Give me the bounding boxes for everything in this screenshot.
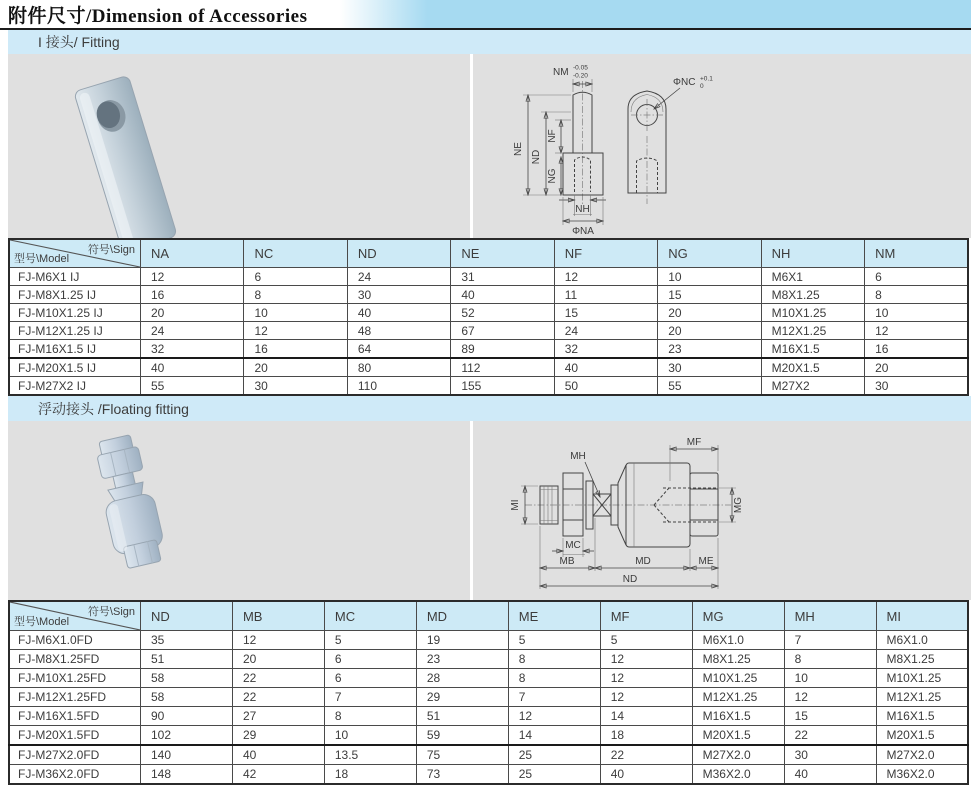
value-cell: 12 xyxy=(784,688,876,707)
dim-label-ng: NG xyxy=(547,168,558,184)
value-cell: 10 xyxy=(244,304,347,322)
dim-label-mi: MI xyxy=(510,499,521,511)
dim-tol-nc-bottom: 0 xyxy=(700,83,704,90)
column-header-mc: MC xyxy=(324,601,416,631)
model-cell: FJ-M12X1.25FD xyxy=(9,688,141,707)
value-cell: 12 xyxy=(865,322,968,340)
value-cell: 40 xyxy=(554,358,657,377)
column-header-nf: NF xyxy=(554,239,657,268)
value-cell: 22 xyxy=(784,726,876,746)
floating-photo-area xyxy=(8,421,470,600)
value-cell: M27X2 xyxy=(761,377,864,396)
value-cell: 15 xyxy=(658,286,761,304)
model-cell: FJ-M27X2.0FD xyxy=(9,745,141,765)
table-row xyxy=(9,726,968,746)
column-header-mh: MH xyxy=(784,601,876,631)
table-row xyxy=(9,377,968,396)
dim-label-mc: MC xyxy=(565,540,581,551)
value-cell: 30 xyxy=(347,286,450,304)
value-cell: 110 xyxy=(347,377,450,396)
value-cell: 73 xyxy=(416,765,508,785)
value-cell: 55 xyxy=(658,377,761,396)
value-cell: 51 xyxy=(141,650,233,669)
value-cell: 30 xyxy=(865,377,968,396)
section-heading-label: I 接头/ Fitting xyxy=(38,34,120,50)
value-cell: 32 xyxy=(141,340,244,359)
section-heading-floating xyxy=(8,396,971,421)
dim-label-nf: NF xyxy=(547,129,558,143)
value-cell: 12 xyxy=(600,669,692,688)
dim-label-na: ΦNA xyxy=(572,226,594,237)
model-cell: FJ-M20X1.5 IJ xyxy=(9,358,141,377)
value-cell: 40 xyxy=(141,358,244,377)
model-cell: FJ-M12X1.25 IJ xyxy=(9,322,141,340)
value-cell: M10X1.25 xyxy=(876,669,968,688)
value-cell: 14 xyxy=(508,726,600,746)
dim-label-nd: ND xyxy=(622,574,638,585)
column-header-na: NA xyxy=(141,239,244,268)
floating-dimension-table xyxy=(8,600,969,785)
value-cell: 112 xyxy=(451,358,554,377)
value-cell: 20 xyxy=(865,358,968,377)
column-header-ne: NE xyxy=(451,239,554,268)
value-cell: 22 xyxy=(232,688,324,707)
table-row xyxy=(9,765,968,785)
model-cell: FJ-M36X2.0FD xyxy=(9,765,141,785)
value-cell: 10 xyxy=(658,268,761,286)
value-cell: 20 xyxy=(658,322,761,340)
table-row xyxy=(9,688,968,707)
dim-label-me: ME xyxy=(698,556,714,567)
table-row xyxy=(9,358,968,377)
value-cell: 8 xyxy=(508,650,600,669)
model-cell: FJ-M8X1.25 IJ xyxy=(9,286,141,304)
model-cell: FJ-M6X1 IJ xyxy=(9,268,141,286)
value-cell: 50 xyxy=(554,377,657,396)
value-cell: 5 xyxy=(508,631,600,650)
corner-sign-label: 符号\Sign xyxy=(87,606,135,618)
table-row xyxy=(9,650,968,669)
value-cell: 23 xyxy=(416,650,508,669)
corner-model-label: 型号\Model xyxy=(14,616,70,628)
section-heading-fitting xyxy=(8,30,971,54)
value-cell: 6 xyxy=(324,669,416,688)
value-cell: 14 xyxy=(600,707,692,726)
value-cell: 20 xyxy=(658,304,761,322)
value-cell: M16X1.5 xyxy=(692,707,784,726)
floating-illustration-panel xyxy=(8,421,971,600)
model-cell: FJ-M10X1.25 IJ xyxy=(9,304,141,322)
value-cell: 8 xyxy=(508,669,600,688)
value-cell: 6 xyxy=(865,268,968,286)
value-cell: 8 xyxy=(865,286,968,304)
value-cell: M12X1.25 xyxy=(876,688,968,707)
dim-tol-nm-top: -0.05 xyxy=(573,64,588,72)
value-cell: 42 xyxy=(232,765,324,785)
value-cell: 12 xyxy=(600,650,692,669)
value-cell: 16 xyxy=(865,340,968,359)
fitting-photo-area xyxy=(8,54,470,238)
value-cell: M6X1 xyxy=(761,268,864,286)
column-header-nm: NM xyxy=(865,239,968,268)
value-cell: 11 xyxy=(554,286,657,304)
dim-label-nc: ΦNC xyxy=(673,77,696,88)
value-cell: 16 xyxy=(244,340,347,359)
dim-label-nh: NH xyxy=(575,204,590,215)
value-cell: 75 xyxy=(416,745,508,765)
dim-label-nm: NM xyxy=(553,67,569,78)
column-header-nc: NC xyxy=(244,239,347,268)
dim-label-md: MD xyxy=(635,556,651,567)
table-row xyxy=(9,322,968,340)
value-cell: 10 xyxy=(865,304,968,322)
value-cell: M16X1.5 xyxy=(876,707,968,726)
value-cell: 23 xyxy=(658,340,761,359)
value-cell: 148 xyxy=(141,765,233,785)
value-cell: 18 xyxy=(324,765,416,785)
value-cell: 22 xyxy=(232,669,324,688)
value-cell: 12 xyxy=(141,268,244,286)
table-row xyxy=(9,745,968,765)
value-cell: 20 xyxy=(244,358,347,377)
model-cell: FJ-M20X1.5FD xyxy=(9,726,141,746)
value-cell: 155 xyxy=(451,377,554,396)
table-row xyxy=(9,304,968,322)
value-cell: 25 xyxy=(508,745,600,765)
fitting-part-photo xyxy=(8,54,470,238)
value-cell: 58 xyxy=(141,669,233,688)
page-title: 附件尺寸/Dimension of Accessories xyxy=(8,5,308,27)
value-cell: 40 xyxy=(600,765,692,785)
table-row xyxy=(9,631,968,650)
value-cell: M10X1.25 xyxy=(761,304,864,322)
model-cell: FJ-M16X1.5 IJ xyxy=(9,340,141,359)
table-corner-cell xyxy=(9,601,141,631)
value-cell: M10X1.25 xyxy=(692,669,784,688)
value-cell: 40 xyxy=(451,286,554,304)
value-cell: 48 xyxy=(347,322,450,340)
dim-label-mf: MF xyxy=(686,437,702,448)
value-cell: M8X1.25 xyxy=(876,650,968,669)
value-cell: 8 xyxy=(784,650,876,669)
title-bar xyxy=(0,0,971,30)
value-cell: 90 xyxy=(141,707,233,726)
value-cell: 64 xyxy=(347,340,450,359)
dim-label-mg: MG xyxy=(733,496,744,514)
value-cell: 80 xyxy=(347,358,450,377)
column-header-me: ME xyxy=(508,601,600,631)
value-cell: M36X2.0 xyxy=(692,765,784,785)
value-cell: 7 xyxy=(508,688,600,707)
value-cell: 30 xyxy=(658,358,761,377)
value-cell: 7 xyxy=(784,631,876,650)
value-cell: 7 xyxy=(324,688,416,707)
value-cell: 12 xyxy=(508,707,600,726)
table-corner-cell xyxy=(9,239,141,268)
value-cell: 19 xyxy=(416,631,508,650)
value-cell: 10 xyxy=(324,726,416,746)
value-cell: 16 xyxy=(141,286,244,304)
value-cell: 102 xyxy=(141,726,233,746)
fitting-dimension-table xyxy=(8,238,969,396)
value-cell: 13.5 xyxy=(324,745,416,765)
dim-label-mb: MB xyxy=(559,556,575,567)
value-cell: 28 xyxy=(416,669,508,688)
value-cell: M8X1.25 xyxy=(761,286,864,304)
value-cell: 58 xyxy=(141,688,233,707)
value-cell: 40 xyxy=(347,304,450,322)
value-cell: 30 xyxy=(784,745,876,765)
header-row xyxy=(9,239,968,268)
table-row xyxy=(9,268,968,286)
value-cell: 51 xyxy=(416,707,508,726)
value-cell: 140 xyxy=(141,745,233,765)
value-cell: M6X1.0 xyxy=(876,631,968,650)
floating-drawing-area xyxy=(473,421,971,600)
value-cell: 35 xyxy=(141,631,233,650)
table-row xyxy=(9,707,968,726)
dim-label-mh: MH xyxy=(570,451,586,462)
column-header-nh: NH xyxy=(761,239,864,268)
value-cell: 6 xyxy=(244,268,347,286)
value-cell: 24 xyxy=(554,322,657,340)
value-cell: 30 xyxy=(244,377,347,396)
value-cell: M6X1.0 xyxy=(692,631,784,650)
fitting-illustration-panel xyxy=(8,54,971,238)
value-cell: 5 xyxy=(600,631,692,650)
value-cell: 10 xyxy=(784,669,876,688)
value-cell: 5 xyxy=(324,631,416,650)
column-header-mb: MB xyxy=(232,601,324,631)
table-row xyxy=(9,340,968,359)
value-cell: M20X1.5 xyxy=(761,358,864,377)
value-cell: 25 xyxy=(508,765,600,785)
value-cell: 59 xyxy=(416,726,508,746)
value-cell: 15 xyxy=(554,304,657,322)
value-cell: M27X2.0 xyxy=(692,745,784,765)
value-cell: 6 xyxy=(324,650,416,669)
model-cell: FJ-M16X1.5FD xyxy=(9,707,141,726)
value-cell: 55 xyxy=(141,377,244,396)
value-cell: 31 xyxy=(451,268,554,286)
dim-tol-nm-bottom: -0.20 xyxy=(573,72,588,80)
value-cell: 24 xyxy=(347,268,450,286)
value-cell: 29 xyxy=(232,726,324,746)
value-cell: M8X1.25 xyxy=(692,650,784,669)
value-cell: 12 xyxy=(554,268,657,286)
header-row xyxy=(9,601,968,631)
model-cell: FJ-M27X2 IJ xyxy=(9,377,141,396)
value-cell: 52 xyxy=(451,304,554,322)
value-cell: 22 xyxy=(600,745,692,765)
column-header-nd: ND xyxy=(347,239,450,268)
value-cell: 20 xyxy=(141,304,244,322)
value-cell: 89 xyxy=(451,340,554,359)
column-header-mf: MF xyxy=(600,601,692,631)
value-cell: 67 xyxy=(451,322,554,340)
floating-technical-drawing xyxy=(473,421,971,600)
fitting-technical-drawing xyxy=(473,54,971,238)
table-row xyxy=(9,669,968,688)
value-cell: M16X1.5 xyxy=(761,340,864,359)
value-cell: 32 xyxy=(554,340,657,359)
model-cell: FJ-M10X1.25FD xyxy=(9,669,141,688)
value-cell: M20X1.5 xyxy=(692,726,784,746)
value-cell: 20 xyxy=(232,650,324,669)
value-cell: 27 xyxy=(232,707,324,726)
value-cell: 12 xyxy=(244,322,347,340)
value-cell: M12X1.25 xyxy=(761,322,864,340)
value-cell: 24 xyxy=(141,322,244,340)
value-cell: 8 xyxy=(324,707,416,726)
column-header-md: MD xyxy=(416,601,508,631)
value-cell: M20X1.5 xyxy=(876,726,968,746)
column-header-mg: MG xyxy=(692,601,784,631)
fitting-drawing-area xyxy=(473,54,971,238)
dim-label-ne: NE xyxy=(513,142,524,156)
value-cell: 18 xyxy=(600,726,692,746)
value-cell: M36X2.0 xyxy=(876,765,968,785)
column-header-mi: MI xyxy=(876,601,968,631)
model-cell: FJ-M6X1.0FD xyxy=(9,631,141,650)
value-cell: 15 xyxy=(784,707,876,726)
table-row xyxy=(9,286,968,304)
column-header-ng: NG xyxy=(658,239,761,268)
model-cell: FJ-M8X1.25FD xyxy=(9,650,141,669)
section-heading-label: 浮动接头 /Floating fitting xyxy=(38,400,189,417)
corner-sign-label: 符号\Sign xyxy=(87,244,135,256)
value-cell: 29 xyxy=(416,688,508,707)
value-cell: 12 xyxy=(232,631,324,650)
value-cell: 40 xyxy=(784,765,876,785)
column-header-nd: ND xyxy=(141,601,233,631)
floating-fitting-photo xyxy=(8,421,470,600)
value-cell: M12X1.25 xyxy=(692,688,784,707)
dim-tol-nc-top: +0.1 xyxy=(700,75,713,83)
value-cell: M27X2.0 xyxy=(876,745,968,765)
corner-model-label: 型号\Model xyxy=(14,253,70,265)
value-cell: 12 xyxy=(600,688,692,707)
dim-label-nd: ND xyxy=(531,149,542,165)
value-cell: 40 xyxy=(232,745,324,765)
value-cell: 8 xyxy=(244,286,347,304)
